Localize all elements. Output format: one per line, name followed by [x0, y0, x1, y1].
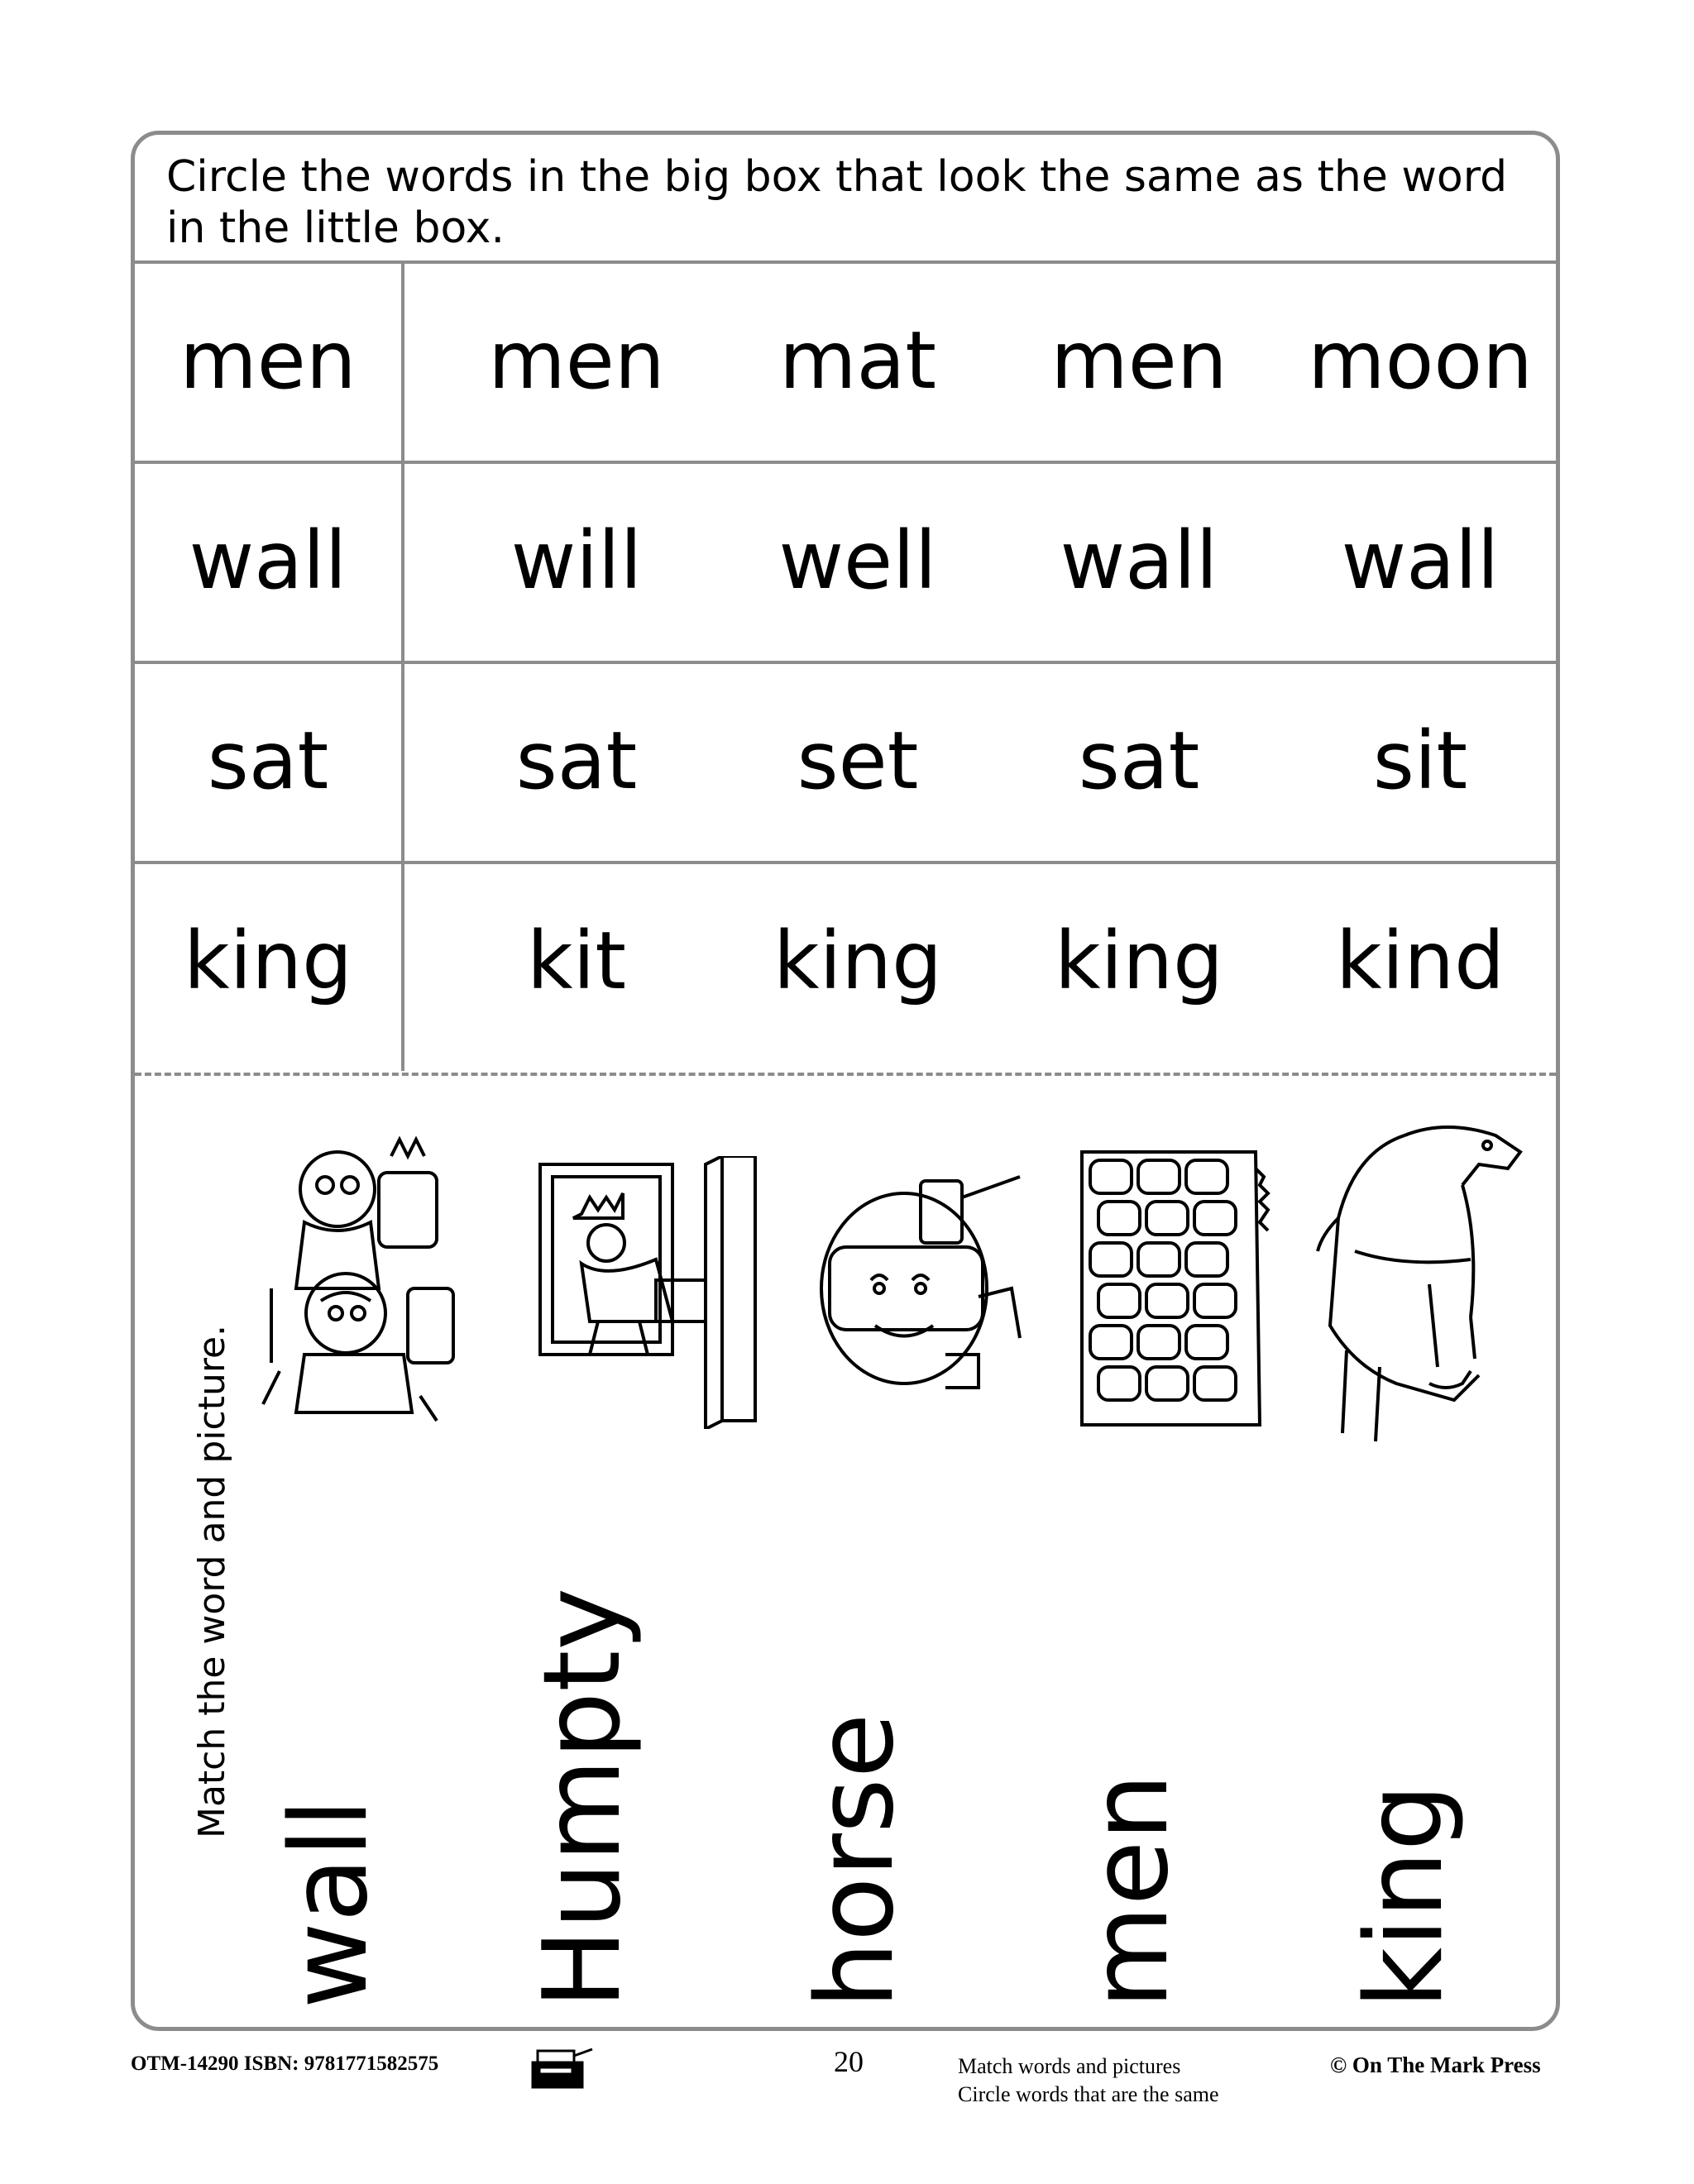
- option-word[interactable]: mat: [779, 314, 936, 407]
- target-word: sat: [207, 714, 329, 807]
- option-word[interactable]: sat: [515, 714, 638, 807]
- description-line: Circle words that are the same: [958, 2082, 1219, 2106]
- footer: [0, 2043, 1694, 2125]
- match-word[interactable]: horse: [794, 1713, 917, 2009]
- horse-picture[interactable]: [1305, 1119, 1545, 1450]
- word-row: [135, 461, 1556, 661]
- option-word[interactable]: sat: [1078, 714, 1200, 807]
- match-word[interactable]: men: [1069, 1773, 1192, 2009]
- option-word[interactable]: sit: [1372, 714, 1468, 807]
- option-word[interactable]: moon: [1308, 314, 1533, 407]
- kings-men-picture[interactable]: [246, 1123, 486, 1433]
- page-description: [958, 2053, 1219, 2109]
- option-word[interactable]: men: [488, 314, 665, 407]
- option-word[interactable]: king: [1054, 915, 1224, 1007]
- option-word[interactable]: men: [1050, 314, 1227, 407]
- match-word[interactable]: Humpty: [521, 1587, 644, 2009]
- option-word[interactable]: kind: [1335, 915, 1505, 1007]
- copyright: © On The Mark Press: [1330, 2053, 1541, 2077]
- humpty-dumpty-picture[interactable]: [805, 1156, 1045, 1404]
- option-word[interactable]: king: [773, 915, 943, 1007]
- option-word[interactable]: wall: [1341, 514, 1500, 607]
- wall-picture[interactable]: [1074, 1135, 1280, 1433]
- target-word: king: [183, 915, 353, 1007]
- description-line: Match words and pictures: [958, 2054, 1181, 2078]
- option-word[interactable]: set: [797, 714, 919, 807]
- book-code: OTM-14290 ISBN: 9781771582575: [131, 2053, 439, 2075]
- option-word[interactable]: wall: [1060, 514, 1218, 607]
- instructions: Circle the words in the big box that look the same as the word in the little box.: [166, 152, 1508, 253]
- match-section-label: Match the word and picture.: [191, 1324, 233, 1838]
- option-word[interactable]: well: [778, 514, 937, 607]
- word-row: [135, 661, 1556, 861]
- page-number: 20: [834, 2045, 864, 2078]
- copier-icon: [529, 2046, 596, 2091]
- cut-line: [135, 1073, 1556, 1076]
- worksheet-frame: [131, 131, 1560, 2031]
- word-row: [135, 260, 1556, 461]
- target-word: men: [179, 314, 357, 407]
- option-word[interactable]: will: [510, 514, 643, 607]
- match-word[interactable]: king: [1343, 1783, 1467, 2009]
- match-word[interactable]: wall: [268, 1798, 391, 2009]
- king-throne-picture[interactable]: [532, 1156, 772, 1429]
- option-word[interactable]: kit: [527, 915, 626, 1007]
- target-word: wall: [189, 514, 347, 607]
- word-row: [135, 861, 1556, 1061]
